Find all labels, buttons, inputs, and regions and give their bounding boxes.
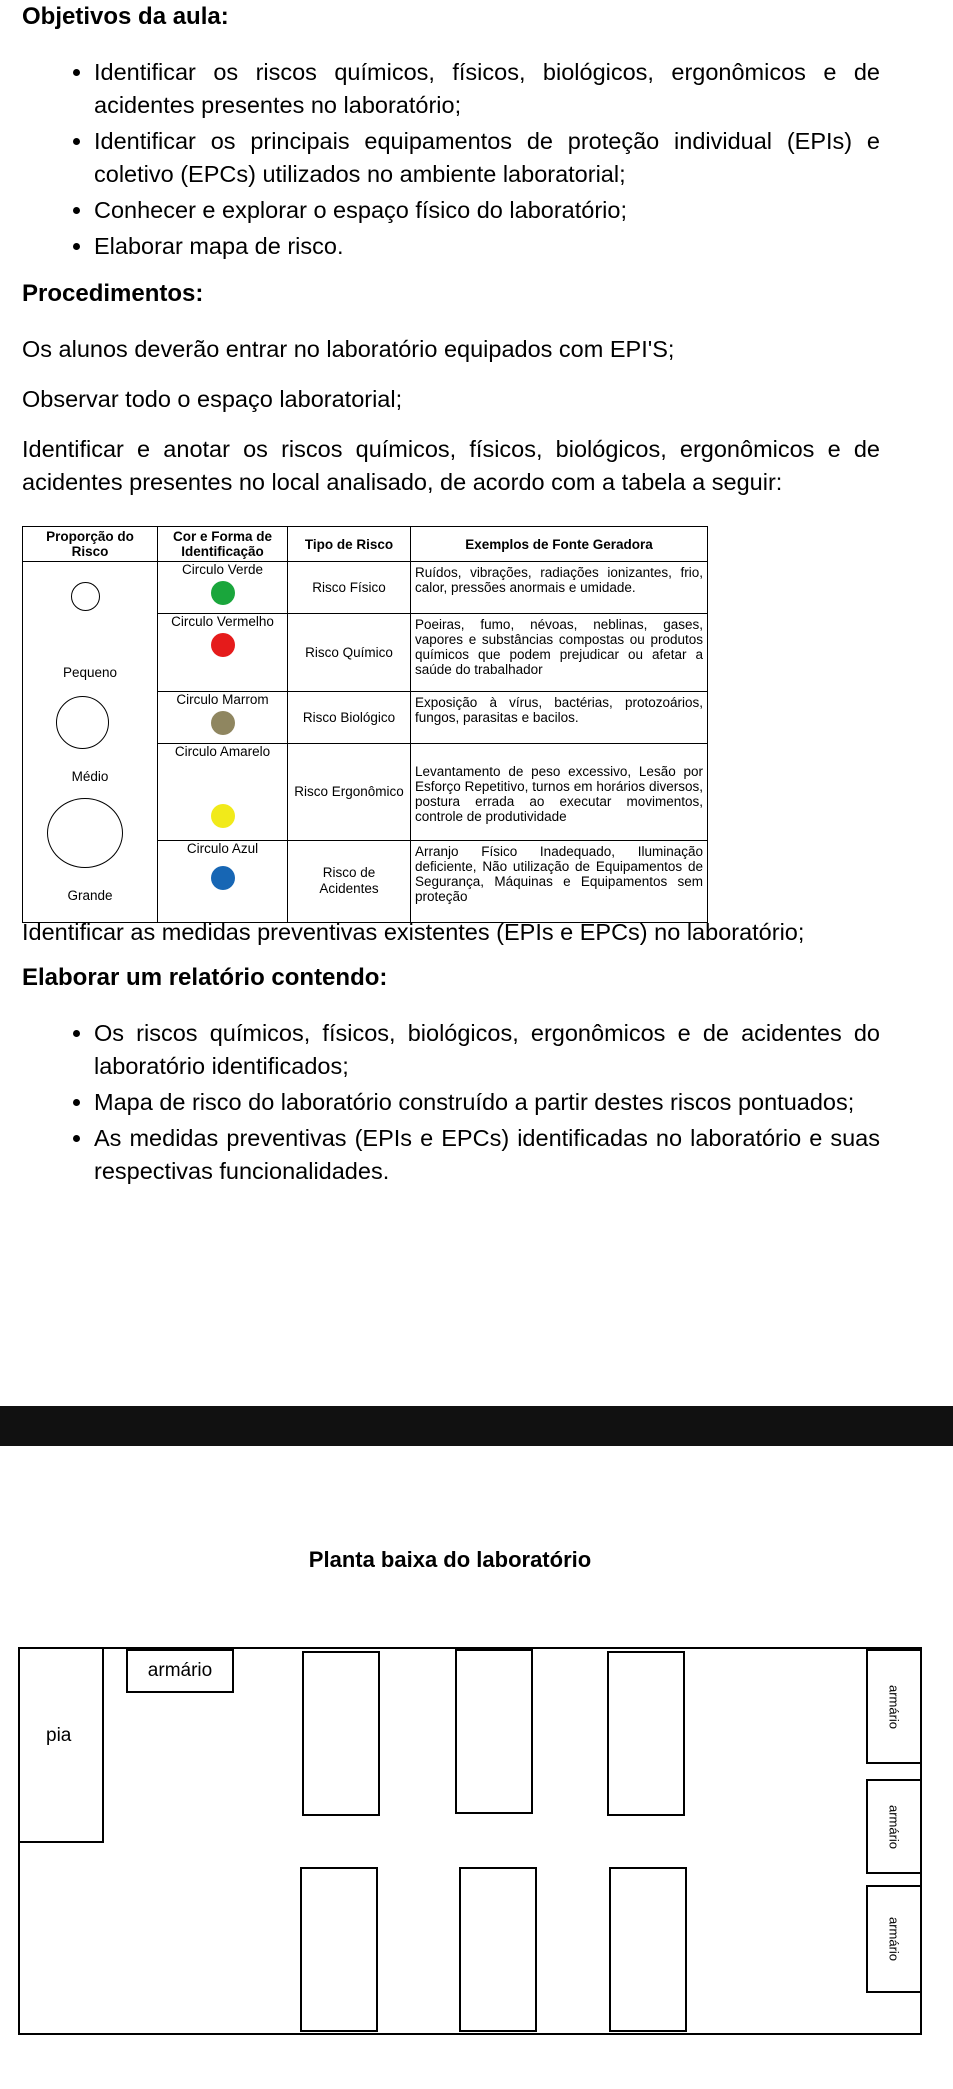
document-body bbox=[22, 0, 880, 499]
header-proporcao: Proporção do Risco bbox=[23, 527, 158, 562]
risk-example: Levantamento de peso excessivo, Lesão por Esforço Repetitivo, turnos em horários diversos, postura errada ao executar movimentos, controle de produtividade bbox=[411, 744, 708, 840]
medidas-paragraph: Identificar as medidas preventivas existentes (EPIs e EPCs) no laboratório; bbox=[22, 919, 805, 945]
size-label: Pequeno bbox=[62, 665, 118, 680]
procedimentos-heading: Procedimentos: bbox=[22, 280, 204, 307]
bench bbox=[300, 1867, 378, 2032]
bench bbox=[302, 1651, 380, 1816]
side-cabinet bbox=[866, 1649, 922, 1764]
procedimento-paragraph: Identificar e anotar os riscos químicos, físicos, biológicos, ergonômicos e de acidentes presentes no local analisado, de acordo com a tabela a seguir: bbox=[22, 436, 880, 495]
objetivos-list bbox=[22, 56, 880, 263]
color-cell bbox=[158, 692, 288, 744]
color-label: Circulo Verde bbox=[181, 562, 264, 577]
cabinet-label: armário bbox=[886, 1916, 902, 1962]
risk-example: Ruídos, vibrações, radiações ionizantes, frio, calor, pressões anormais e umidade. bbox=[411, 562, 708, 614]
bench bbox=[607, 1651, 685, 1816]
list-item: • Os riscos químicos, físicos, biológicos, ergonômicos e de acidentes do laboratório identificados; bbox=[94, 1017, 880, 1083]
risk-type: Risco Ergonômico bbox=[288, 744, 411, 840]
red-circle-icon bbox=[211, 633, 235, 657]
page-separator bbox=[0, 1406, 953, 1446]
objetivos-heading: Objetivos da aula: bbox=[22, 3, 229, 30]
color-label: Circulo Amarelo bbox=[174, 744, 271, 760]
risk-type: Risco Biológico bbox=[288, 692, 411, 744]
table-row bbox=[23, 562, 708, 614]
side-cabinet bbox=[866, 1779, 922, 1874]
size-label: Médio bbox=[71, 769, 109, 784]
size-legend bbox=[23, 562, 158, 923]
cabinet-label: armário bbox=[886, 1804, 902, 1849]
bench bbox=[455, 1649, 533, 1814]
risk-type: Risco Químico bbox=[288, 614, 411, 692]
sink bbox=[18, 1647, 104, 1843]
list-item: • Elaborar mapa de risco. bbox=[94, 230, 880, 263]
large-circle-icon bbox=[47, 798, 123, 868]
color-label: Circulo Marrom bbox=[176, 692, 269, 708]
floor-plan bbox=[18, 1647, 922, 2035]
risk-example: Exposição à vírus, bactérias, protozoários, fungos, parasitas e bacilos. bbox=[411, 692, 708, 744]
list-item: • Identificar os principais equipamentos de proteção individual (EPIs) e coletivo (EPCs) utilizados no ambiente laboratorial; bbox=[94, 125, 880, 191]
color-cell bbox=[158, 840, 288, 922]
medium-circle-icon bbox=[56, 696, 109, 749]
list-item: • Conhecer e explorar o espaço físico do laboratório; bbox=[94, 194, 880, 227]
small-circle-icon bbox=[71, 582, 100, 611]
procedimento-paragraph: Observar todo o espaço laboratorial; bbox=[22, 386, 403, 412]
risk-type: Risco de Acidentes bbox=[288, 840, 411, 922]
list-item: • Mapa de risco do laboratório construído a partir destes riscos pontuados; bbox=[94, 1086, 880, 1119]
relatorio-list bbox=[22, 1017, 880, 1188]
bench bbox=[609, 1867, 687, 2032]
risk-example: Poeiras, fumo, névoas, neblinas, gases, vapores e substâncias compostas ou produtos químicos que podem prejudicar ou afetar a saúde do trabalhador bbox=[411, 614, 708, 692]
plan-title: Planta baixa do laboratório bbox=[308, 1547, 592, 1572]
list-item: • Identificar os riscos químicos, físicos, biológicos, ergonômicos e de acidentes presentes no laboratório; bbox=[94, 56, 880, 122]
header-exemplos: Exemplos de Fonte Geradora bbox=[411, 527, 708, 562]
risk-example: Arranjo Físico Inadequado, Iluminação deficiente, Não utilização de Equipamentos de Segurança, Máquinas e Equipamentos sem proteção bbox=[411, 840, 708, 922]
color-label: Circulo Vermelho bbox=[171, 614, 274, 630]
risk-table bbox=[22, 526, 708, 923]
relatorio-heading: Elaborar um relatório contendo: bbox=[22, 964, 388, 991]
cabinet-label: armário bbox=[886, 1684, 902, 1729]
size-label: Grande bbox=[67, 888, 113, 903]
yellow-circle-icon bbox=[211, 804, 235, 828]
procedimento-paragraph: Os alunos deverão entrar no laboratório equipados com EPI'S; bbox=[22, 336, 675, 362]
table-header-row bbox=[23, 527, 708, 562]
top-cabinet bbox=[126, 1649, 234, 1693]
blue-circle-icon bbox=[211, 866, 235, 890]
color-cell bbox=[158, 744, 288, 840]
cabinet-label: armário bbox=[147, 1660, 213, 1681]
color-cell bbox=[158, 562, 288, 614]
side-cabinet bbox=[866, 1885, 922, 1993]
header-tipo: Tipo de Risco bbox=[288, 527, 411, 562]
color-label: Circulo Azul bbox=[186, 840, 259, 856]
color-cell bbox=[158, 614, 288, 692]
header-cor: Cor e Forma de Identificação bbox=[158, 527, 288, 562]
list-item: • As medidas preventivas (EPIs e EPCs) identificadas no laboratório e suas respectivas funcionalidades. bbox=[94, 1122, 880, 1188]
green-circle-icon bbox=[211, 581, 235, 605]
bench bbox=[459, 1867, 537, 2032]
sink-label: pia bbox=[46, 1725, 72, 1746]
brown-circle-icon bbox=[211, 711, 235, 735]
document-body-lower bbox=[22, 916, 880, 1191]
risk-type: Risco Físico bbox=[288, 562, 411, 614]
